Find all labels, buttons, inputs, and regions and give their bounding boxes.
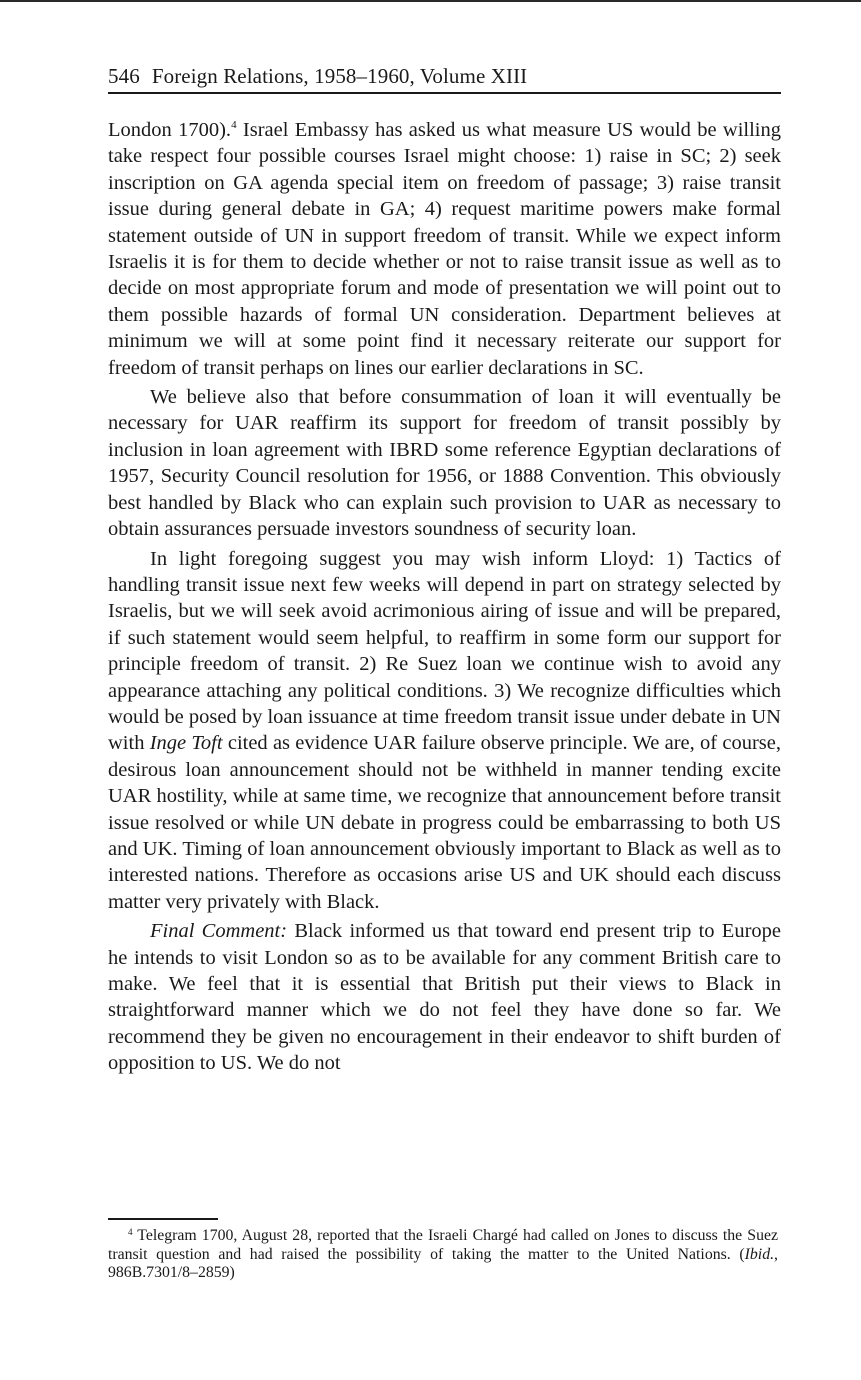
paragraph-3-text-b: cited as evidence UAR failure observe principle. We are, of course, desirous loan announcement should not be withheld in manner tending excite UAR hostility, while at same time, we recognize that announcement before transit issue resolved or while UN debate in progress could be embarrassing to both US and UK. Timing of loan announcement obviously important to Black as well as to interested nations. Therefore as occasions arise US and UK should each discuss matter very privately with Black. (108, 732, 782, 913)
footnote-text: Telegram 1700, August 28, reported that the Israeli Chargé had called on Jones to discuss the Suez transit question and had raised the possibility of taking the matter to the United Nations. ( (108, 1227, 778, 1263)
footnote (108, 1227, 778, 1283)
paragraph-3 (108, 546, 781, 916)
paragraph-1-text: Israel Embassy has asked us what measure US would be willing take respect four possible courses Israel might choose: 1) raise in SC; 2) seek inscription on GA agenda special item on freedom of passage; 3) raise transit issue during general debate in GA; 4) request maritime powers make formal statement outside of UN in support freedom of transit. While we expect inform Israelis it is for them to decide whether or not to raise transit issue as well as to decide on most appropriate forum and mode of presentation we will point out to them possible hazards of formal UN consideration. Department believes at minimum we will at some point find it necessary reiterate our support for freedom of transit perhaps on lines our earlier declarations in SC. (108, 119, 781, 379)
paragraph-1-lead: London 1700). (108, 119, 232, 141)
running-header (108, 64, 781, 88)
footnote-ibid: Ibid. (744, 1245, 775, 1263)
footnote-rule (108, 1218, 218, 1220)
main-text (108, 117, 781, 1077)
volume-title: Foreign Relations, 1958–1960, Volume XIII (151, 64, 528, 88)
final-comment-lead: Final Comment: (150, 920, 288, 943)
footnote-marker: 4 (128, 1227, 133, 1237)
footnote-reference-4: 4 (231, 119, 237, 131)
paragraph-3-text-a: In light foregoing suggest you may wish inform Lloyd: 1) Tactics of handling transit issue next few weeks will depend in part on strategy selected by Israelis, but we will seek avoid acrimonious airing of issue and will be prepared, if such statement would seem helpful, to reaffirm in some form our support for principle freedom of transit. 2) Re Suez loan we continue wish to avoid any appearance attaching any political conditions. 3) We recognize difficulties which would be posed by loan issuance at time freedom transit issue under debate in UN with (108, 547, 781, 755)
paragraph-4-text: Black informed us that toward end present trip to Europe he intends to visit London so as to be available for any comment British care to make. We feel that it is essential that British put their views to Black in straightforward manner which we do not feel they have done so far. We recommend they be given no encouragement in their endeavor to shift burden of opposition to US. We do not (108, 920, 781, 1075)
footnote-4 (108, 1227, 778, 1283)
paragraph-2: We believe also that before consummation of loan it will eventually be necessary for UAR reaffirm its support for freedom of transit possibly by inclusion in loan agreement with IBRD some reference Egyptian declarations of 1957, Security Council resolution for 1956, or 1888 Convention. This obviously best handled by Black who can explain such provision to UAR as necessary to obtain assurances persuade investors soundness of security loan. (108, 386, 781, 541)
top-edge-rule (0, 0, 861, 2)
paragraph-1 (108, 117, 781, 381)
page-number: 546 (108, 64, 140, 88)
footnote-citation: , 986B.7301/8–2859) (108, 1245, 778, 1281)
header-rule (108, 92, 781, 94)
ship-name: Inge Toft (149, 732, 223, 755)
paragraph-4 (108, 918, 781, 1076)
